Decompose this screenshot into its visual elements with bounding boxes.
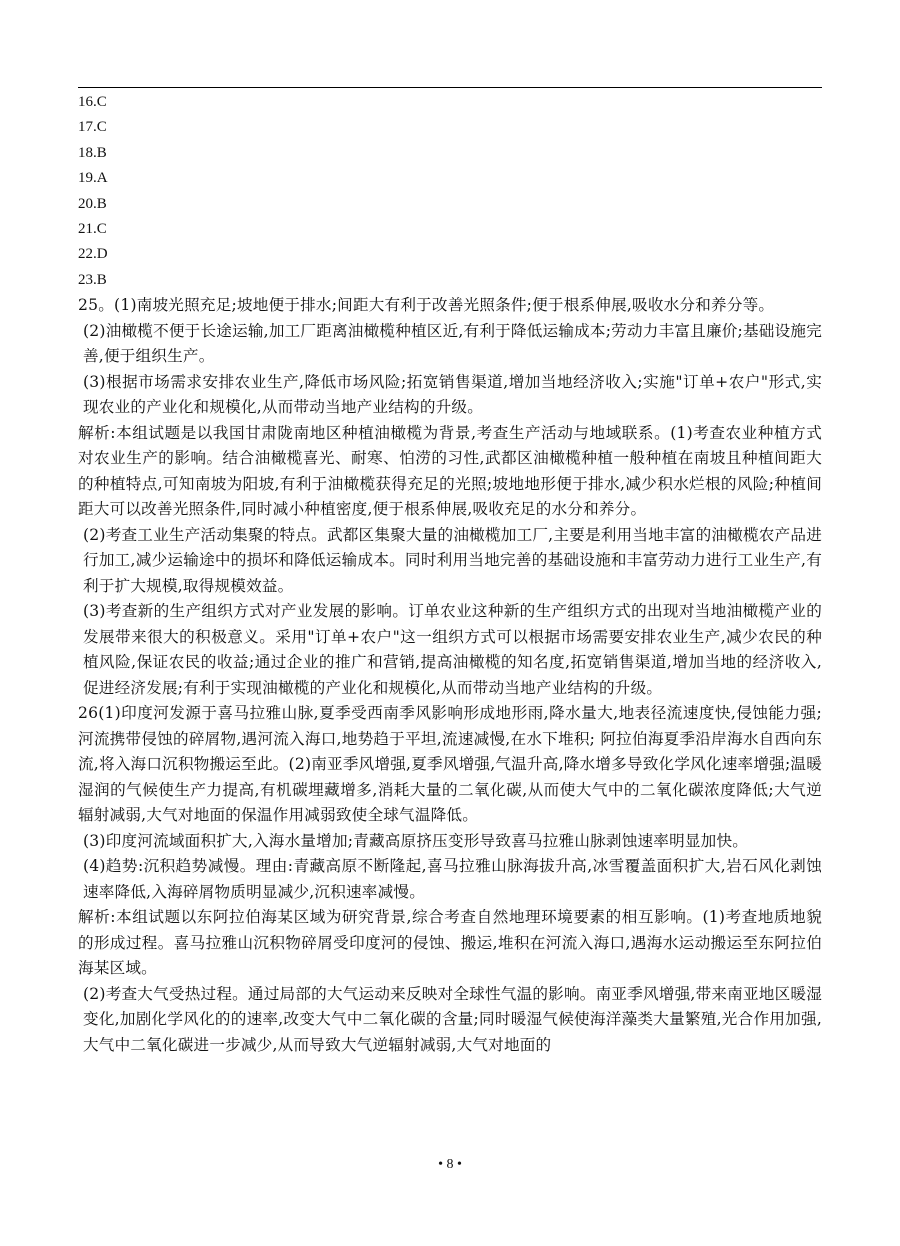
- q25-analysis-part3: (3)考查新的生产组织方式对产业发展的影响。订单农业这种新的生产组织方式的出现对当地油橄榄产业的发展带来很大的积极意义。采用"订单+农户"这一组织方式可以根据市场需要安排农业生产,减少农民的种植风险,保证农民的收益;通过企业的推广和营销,提高油橄榄的知名度,拓宽销售渠道,增加当地的经济收入,促进经济发展;有利于实现油橄榄的产业化和规模化,从而带动当地产业结构的升级。: [83, 602, 822, 697]
- q26-analysis: 解析:本组试题以东阿拉伯海某区域为研究背景,综合考查自然地理环境要素的相互影响。(1)考查地质地貌的形成过程。喜马拉雅山沉积物碎屑受印度河的侵蚀、搬运,堆积在河流入海口,遇海水运动搬运至东阿拉伯海某区域。: [78, 908, 822, 978]
- answer-21: 21.C: [78, 220, 107, 237]
- q25-answer-part3: (3)根据市场需求安排农业生产,降低市场风险;拓宽销售渠道,增加当地经济收入;实施"订单+农户"形式,实现农业的产业化和规模化,从而带动当地产业结构的升级。: [83, 372, 822, 417]
- answer-page: [78, 90, 822, 1058]
- answer-20: 20.B: [78, 195, 107, 212]
- answer-23: 23.B: [78, 271, 107, 288]
- answer-16: 16.C: [78, 94, 107, 110]
- q26-analysis-part2: (2)考查大气受热过程。通过局部的大气运动来反映对全球性气温的影响。南亚季风增强,带来南亚地区暖湿变化,加剧化学风化的的速率,改变大气中二氧化碳的含量;同时暖湿气候使海洋藻类大量繁殖,光合作用加强,大气中二氧化碳进一步减少,从而导致大气逆辐射减弱,大气对地面的: [83, 984, 822, 1054]
- answer-18: 18.B: [78, 144, 107, 161]
- q25-answer-part2: (2)油橄榄不便于长途运输,加工厂距离油橄榄种植区近,有利于降低运输成本;劳动力丰富且廉价;基础设施完善,便于组织生产。: [83, 321, 822, 366]
- header-rule: [78, 87, 822, 88]
- answer-19: 19.A: [78, 170, 108, 187]
- q25-answer-part1: 25。(1)南坡光照充足;坡地便于排水;间距大有利于改善光照条件;便于根系伸展,吸收水分和养分等。: [78, 296, 775, 315]
- answer-22: 22.D: [78, 246, 108, 263]
- q26-answer-part1-2: 26(1)印度河发源于喜马拉雅山脉,夏季受西南季风影响形成地形雨,降水量大,地表径流速度快,侵蚀能力强;河流携带侵蚀的碎屑物,遇河流入海口,地势趋于平坦,流速减慢,在水下堆积; 阿拉伯海夏季沿岸海水自西向东流,将入海口沉积物搬运至此。(2)南亚季风增强,夏季风增强,气温升高,降水增多导致化学风化速率增强;温暖湿润的气候使生产力提高,有机碳埋藏增多,消耗大量的二氧化碳,从而使大气中的二氧化碳浓度降低;大气逆辐射减弱,大气对地面的保温作用减弱致使全球气温降低。: [78, 704, 822, 825]
- q26-answer-part3: (3)印度河流域面积扩大,入海水量增加;青藏高原挤压变形导致喜马拉雅山脉剥蚀速率明显加快。: [83, 831, 749, 850]
- q26-answer-part4: (4)趋势:沉积趋势减慢。理由:青藏高原不断隆起,喜马拉雅山脉海拔升高,冰雪覆盖面积扩大,岩石风化剥蚀速率降低,入海碎屑物质明显减少,沉积速率减慢。: [83, 857, 822, 901]
- answer-17: 17.C: [78, 119, 107, 136]
- q25-analysis-part2: (2)考查工业生产活动集聚的特点。武都区集聚大量的油橄榄加工厂,主要是利用当地丰富的油橄榄农产品进行加工,减少运输途中的损坏和降低运输成本。同时利用当地完善的基础设施和丰富劳动力进行工业生产,有利于扩大规模,取得规模效益。: [83, 525, 822, 595]
- q25-analysis: 解析:本组试题是以我国甘肃陇南地区种植油橄榄为背景,考查生产活动与地域联系。(1)考查农业种植方式对农业生产的影响。结合油橄榄喜光、耐寒、怕涝的习性,武都区油橄榄种植一般种植在南坡且种植间距大的种植特点,可知南坡为阳坡,有利于油橄榄获得充足的光照;坡地地形便于排水,减少积水烂根的风险;种植间距大可以改善光照条件,同时减小种植密度,便于根系伸展,吸收充足的水分和养分。: [78, 423, 822, 519]
- page-number: • 8 •: [438, 1157, 462, 1172]
